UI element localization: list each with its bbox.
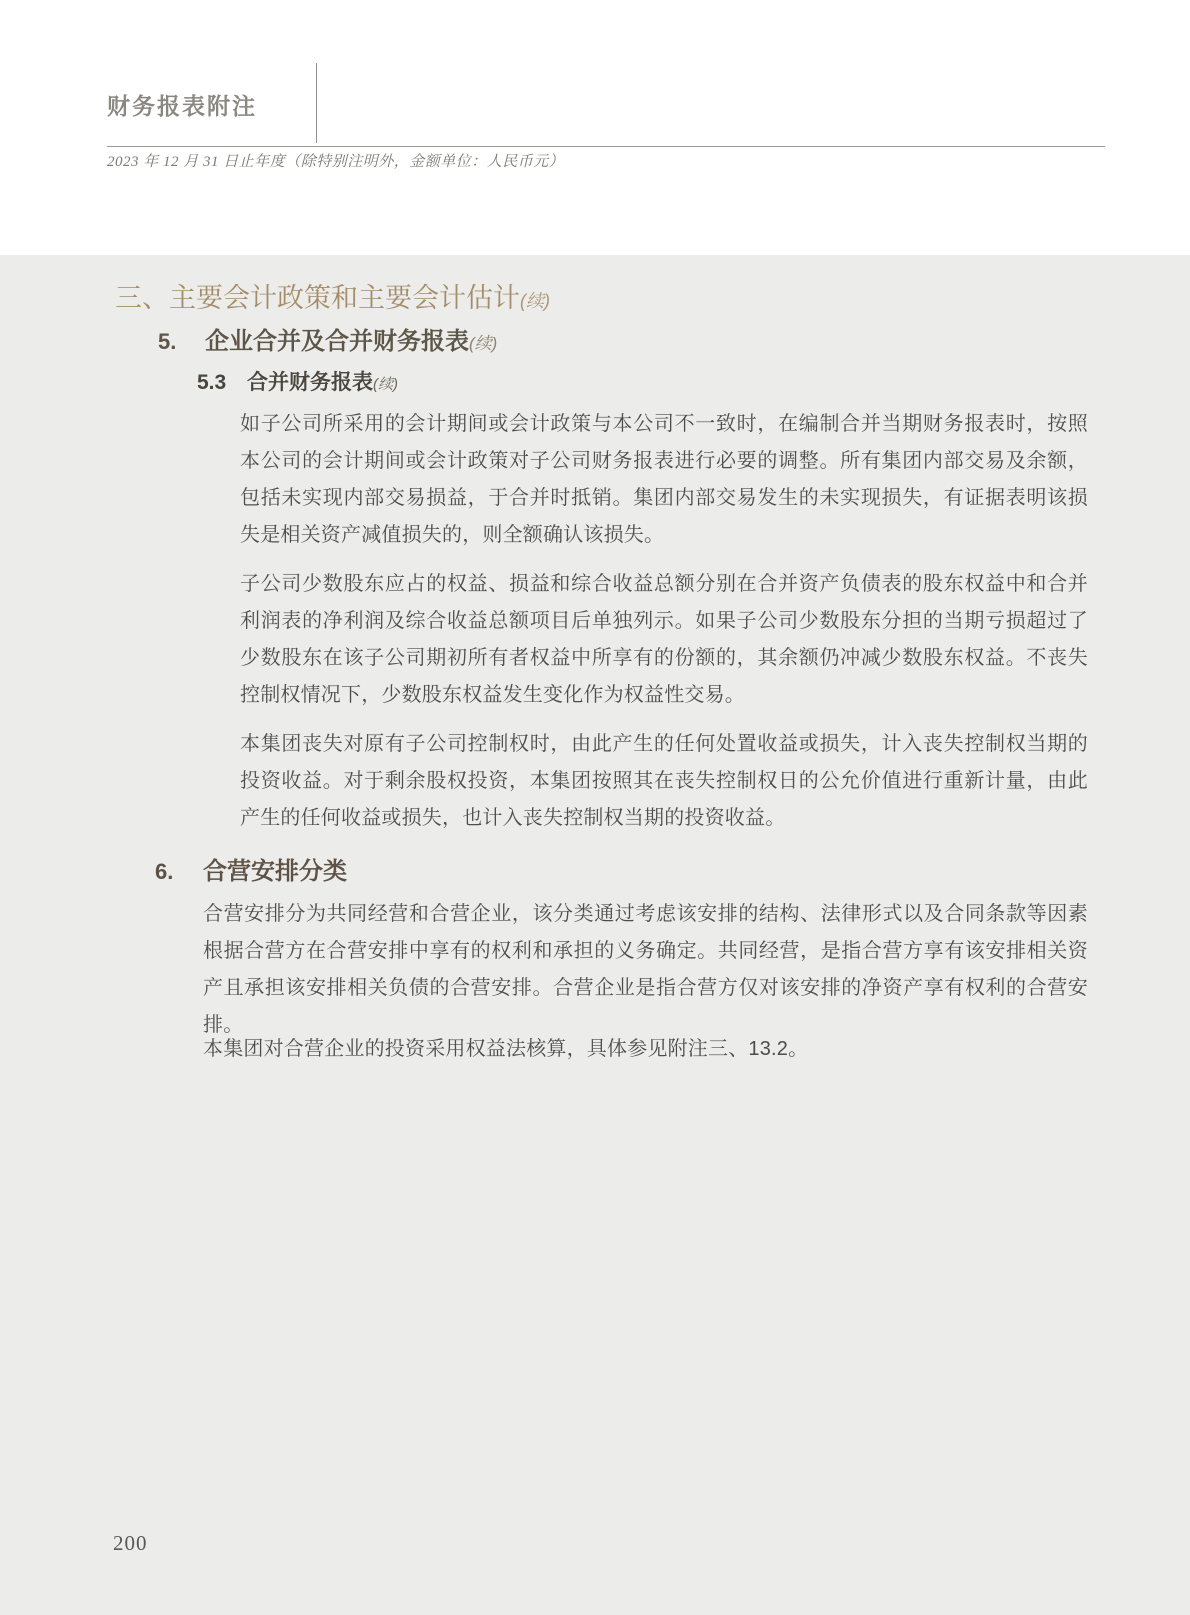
subsection-5-3-title: 合并财务报表	[247, 371, 373, 394]
header-vertical-divider	[316, 63, 317, 143]
subsection-5-number: 5.	[158, 329, 177, 354]
subsection-5-3-continued-suffix: (续)	[373, 376, 398, 393]
reporting-period-note: 2023 年 12 月 31 日止年度（除特别注明外，金额单位：人民币元）	[107, 154, 565, 170]
subsection-5-continued-suffix: (续)	[469, 334, 498, 353]
paragraph-minority-interests: 子公司少数股东应占的权益、损益和综合收益总额分别在合并资产负债表的股东权益中和合并利润表的净利润及综合收益总额项目后单独列示。如果子公司少数股东分担的当期亏损超过了少数股东在该子公司期初所有者权益中所享有的份额的，其余额仍冲减少数股东权益。不丧失控制权情况下，少数股东权益发生变化作为权益性交易。	[240, 573, 1088, 706]
subsection-5-3-number: 5.3	[197, 371, 227, 394]
paragraph-joint-arrangement-classification: 合营安排分为共同经营和合营企业，该分类通过考虑该安排的结构、法律形式以及合同条款等因素根据合营方在合营安排中享有的权利和承担的义务确定。共同经营，是指合营方享有该安排相关资产且承担该安排相关负债的合营安排。合营企业是指合营方仅对该安排的净资产享有权利的合营安排。	[203, 903, 1088, 1036]
paragraph-loss-of-control: 本集团丧失对原有子公司控制权时，由此产生的任何处置收益或损失，计入丧失控制权当期的投资收益。对于剩余股权投资，本集团按照其在丧失控制权日的公允价值进行重新计量，由此产生的任何收益或损失，也计入丧失控制权当期的投资收益。	[240, 733, 1088, 829]
subsection-5-title: 企业合并及合并财务报表	[205, 328, 469, 355]
page-number: 200	[113, 1531, 148, 1555]
section-heading-3-title: 三、主要会计政策和主要会计估计	[115, 283, 520, 313]
subsection-6-title: 合营安排分类	[203, 858, 347, 885]
section-heading-3	[115, 276, 550, 315]
paragraph-equity-method-reference: 本集团对合营企业的投资采用权益法核算，具体参见附注三、13.2。	[203, 1038, 809, 1060]
subsection-heading-5	[158, 321, 497, 356]
subsection-heading-6	[155, 851, 347, 886]
section-heading-3-continued-suffix: (续)	[520, 291, 550, 311]
header-horizontal-rule	[107, 146, 1105, 147]
paragraph-consolidation-adjustments: 如子公司所采用的会计期间或会计政策与本公司不一致时，在编制合并当期财务报表时，按照本公司的会计期间或会计政策对子公司财务报表进行必要的调整。所有集团内部交易及余额，包括未实现内部交易损益，于合并时抵销。集团内部交易发生的未实现损失，有证据表明该损失是相关资产减值损失的，则全额确认该损失。	[240, 413, 1088, 546]
subsection-6-number: 6.	[155, 859, 174, 884]
document-title: 财务报表附注	[107, 94, 257, 119]
subsection-heading-5-3	[197, 366, 398, 396]
